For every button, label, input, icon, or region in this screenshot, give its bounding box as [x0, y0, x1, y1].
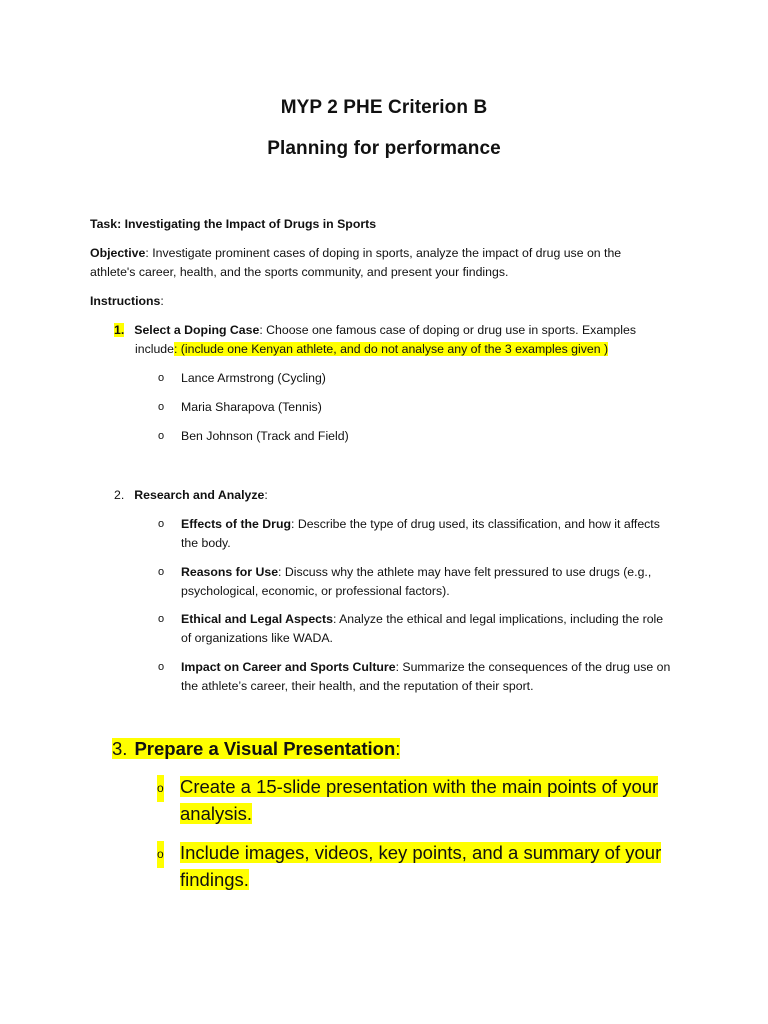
- instructions-label: Instructions: [90, 294, 161, 308]
- step-1-number: 1.: [114, 323, 125, 337]
- presentation-item-text: Include images, videos, key points, and a summary of your: [180, 842, 662, 863]
- analysis-item-text: : Summarize the consequences of the drug use on: [395, 660, 671, 674]
- analysis-item-line-2: the athlete’s career, their health, and the reputation of their sport.: [181, 679, 534, 693]
- step-1-highlight-note: : (include one Kenyan athlete, and do not analyse any of the 3 examples given ): [173, 342, 609, 356]
- bullet-icon: o: [158, 661, 165, 673]
- step-1-text-2: include: [135, 342, 174, 356]
- presentation-item-line-2: [180, 866, 249, 893]
- example-item: Ben Johnson (Track and Field): [181, 429, 349, 443]
- bullet-icon: o: [158, 613, 165, 625]
- instructions-heading: [90, 292, 164, 311]
- analysis-item-text: : Analyze the ethical and legal implications, including the role: [332, 612, 664, 626]
- analysis-item-label: Reasons for Use: [181, 565, 279, 579]
- presentation-item-line-1: [180, 839, 661, 866]
- analysis-item-label: Ethical and Legal Aspects: [181, 612, 333, 626]
- bullet-icon: o: [157, 841, 164, 868]
- step-3-colon: :: [395, 738, 401, 759]
- bullet-icon: o: [158, 518, 165, 530]
- document-title: MYP 2 PHE Criterion B: [280, 97, 488, 118]
- analysis-item-text: : Discuss why the athlete may have felt pressured to use drugs (e.g.,: [278, 565, 652, 579]
- presentation-item-text: analysis.: [180, 803, 252, 824]
- bullet-icon: o: [158, 430, 165, 442]
- objective-label: Objective: [90, 246, 146, 260]
- presentation-item-text: Create a 15-slide presentation with the main points of your: [180, 776, 659, 797]
- step-2-colon: :: [264, 488, 268, 502]
- step-3-heading: [112, 735, 400, 762]
- analysis-item-line-2: psychological, economic, or professional factors).: [181, 584, 450, 598]
- step-3-label: Prepare a Visual Presentation: [134, 738, 396, 759]
- presentation-item-line-1: [180, 773, 658, 800]
- presentation-item-line-2: [180, 800, 252, 827]
- bullet-icon: o: [158, 401, 165, 413]
- analysis-item-line-2: the body.: [181, 536, 231, 550]
- analysis-item-line-1: [181, 610, 663, 629]
- step-1-line-1: [114, 321, 636, 340]
- objective-line-1: [90, 244, 621, 263]
- step-2-label: Research and Analyze: [134, 488, 265, 502]
- example-item: Maria Sharapova (Tennis): [181, 400, 322, 414]
- presentation-item-text: findings.: [180, 869, 249, 890]
- analysis-item-line-1: [181, 563, 651, 582]
- bullet-icon: o: [158, 372, 165, 384]
- analysis-item-line-1: [181, 658, 670, 677]
- step-1-text-1: : Choose one famous case of doping or drug use in sports. Examples: [259, 323, 636, 337]
- step-1-label: Select a Doping Case: [134, 323, 260, 337]
- document-subtitle: Planning for performance: [267, 138, 501, 159]
- analysis-item-label: Effects of the Drug: [181, 517, 291, 531]
- step-3-highlight: [112, 738, 400, 759]
- step-2-heading: [114, 486, 268, 505]
- analysis-item-line-2: of organizations like WADA.: [181, 631, 333, 645]
- objective-line-2: athlete's career, health, and the sports community, and present your findings.: [90, 265, 509, 279]
- instructions-colon: :: [160, 294, 164, 308]
- step-2-number: 2.: [114, 488, 125, 502]
- objective-text-1: : Investigate prominent cases of doping in sports, analyze the impact of drug use on the: [145, 246, 622, 260]
- bullet-icon: o: [158, 566, 165, 578]
- analysis-item-line-1: [181, 515, 660, 534]
- analysis-item-label: Impact on Career and Sports Culture: [181, 660, 396, 674]
- task-heading: Task: Investigating the Impact of Drugs in Sports: [90, 217, 377, 231]
- analysis-item-text: : Describe the type of drug used, its classification, and how it affects: [291, 517, 660, 531]
- bullet-icon: o: [157, 775, 164, 802]
- step-3-number: 3.: [112, 738, 128, 759]
- example-item: Lance Armstrong (Cycling): [181, 371, 326, 385]
- step-1-line-2: [135, 340, 608, 359]
